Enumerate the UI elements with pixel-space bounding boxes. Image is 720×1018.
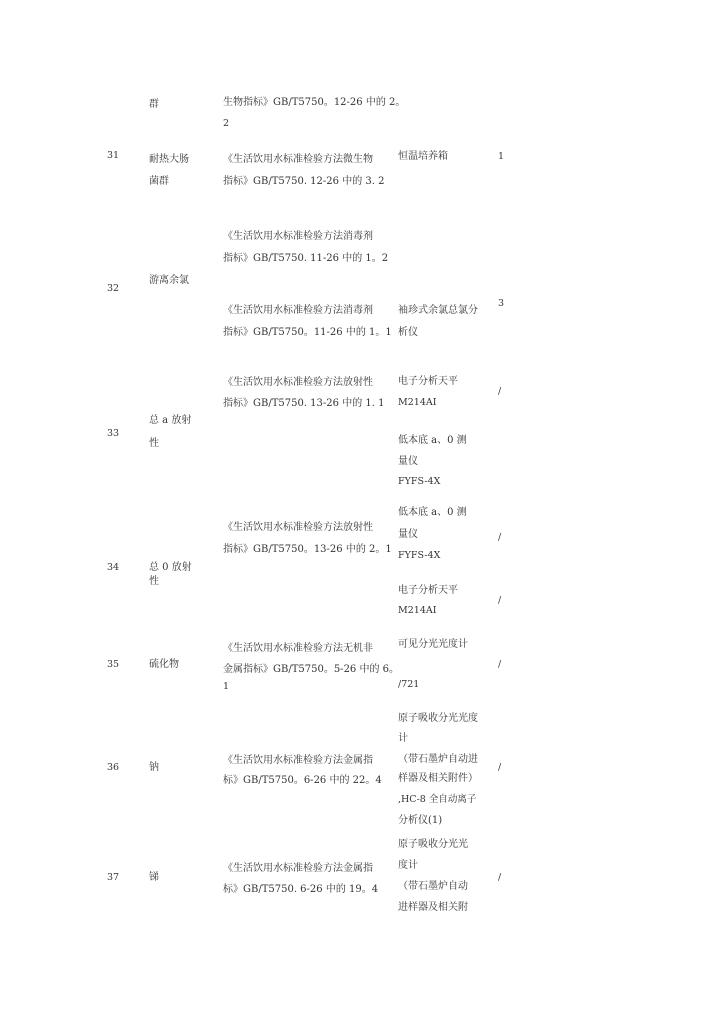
equipment-text: 析仪 bbox=[398, 327, 418, 338]
method-text: 指标》GB/T5750. 11-26 中的 1。2 bbox=[223, 253, 389, 264]
equipment-text: 低本底 a、0 测 bbox=[398, 507, 467, 518]
item-name: 硫化物 bbox=[149, 659, 179, 670]
quantity: / bbox=[498, 532, 502, 543]
row-number: 33 bbox=[107, 428, 120, 439]
quantity: / bbox=[498, 659, 502, 670]
equipment-text: 进样器及相关附 bbox=[398, 902, 468, 913]
method-text: 《生活饮用水标准检验方法微生物 bbox=[223, 154, 373, 165]
method-text: 《生活饮用水标准检验方法无机非 bbox=[223, 643, 373, 654]
method-text: 指标》GB/T5750。13-26 中的 2。1 bbox=[223, 544, 392, 555]
equipment-text: 量仪 bbox=[398, 456, 418, 467]
method-text: 指标》GB/T5750。11-26 中的 1。1 bbox=[223, 327, 392, 338]
equipment-text: 电子分析天平 bbox=[398, 376, 458, 387]
equipment-text: ,HC-8 全自动离子 bbox=[398, 794, 477, 805]
equipment-text: 低本底 a、0 测 bbox=[398, 435, 467, 446]
equipment-text: 分析仪(1) bbox=[398, 815, 443, 826]
method-text: 指标》GB/T5750. 12-26 中的 3. 2 bbox=[223, 176, 385, 187]
item-name: 性 bbox=[149, 438, 159, 449]
row-number: 32 bbox=[107, 283, 120, 294]
row-number: 37 bbox=[107, 872, 120, 883]
item-name: 总 0 放射 bbox=[149, 562, 192, 573]
quantity: / bbox=[498, 872, 502, 883]
equipment-text: 样器及相关附件） bbox=[398, 773, 478, 784]
equipment-text: 可见分光光度计 bbox=[398, 639, 468, 650]
method-text: 指标》GB/T5750. 13-26 中的 1. 1 bbox=[223, 398, 385, 409]
quantity: / bbox=[498, 386, 502, 397]
method-text: 《生活饮用水标准检验方法放射性 bbox=[223, 522, 373, 533]
item-name: 总 a 放射 bbox=[149, 415, 192, 426]
quantity: / bbox=[498, 762, 502, 773]
equipment-text: 计 bbox=[398, 733, 408, 744]
equipment-text: （带石墨炉自动进 bbox=[398, 754, 478, 765]
item-name: 群 bbox=[149, 99, 159, 110]
equipment-text: 原子吸收分光光 bbox=[398, 839, 468, 850]
row-number: 36 bbox=[107, 762, 120, 773]
method-text: 《生活饮用水标准检验方法消毒剂 bbox=[223, 305, 373, 316]
equipment-text: （带石墨炉自动 bbox=[398, 881, 468, 892]
equipment-text: M214AI bbox=[398, 397, 437, 408]
equipment-text: M214AI bbox=[398, 605, 437, 616]
equipment-text: 恒温培养箱 bbox=[398, 151, 448, 162]
equipment-text: FYFS-4X bbox=[398, 550, 441, 561]
method-text: 标》GB/T5750. 6-26 中的 19。4 bbox=[223, 884, 379, 895]
method-text: 《生活饮用水标准检验方法消毒剂 bbox=[223, 231, 373, 242]
equipment-text: 原子吸收分光光度 bbox=[398, 713, 478, 724]
equipment-text: 量仪 bbox=[398, 529, 418, 540]
equipment-text: /721 bbox=[398, 679, 420, 690]
row-number: 35 bbox=[107, 659, 120, 670]
equipment-text: 袖珍式余氯总氯分 bbox=[398, 305, 478, 316]
method-text: 2 bbox=[223, 118, 230, 129]
item-name: 游离余氯 bbox=[149, 275, 189, 286]
row-number: 34 bbox=[107, 562, 120, 573]
method-text: 标》GB/T5750。6-26 中的 22。4 bbox=[223, 775, 382, 786]
method-text: 1 bbox=[223, 681, 230, 692]
item-name: 锑 bbox=[149, 872, 159, 883]
method-text: 生物指标》GB/T5750。12-26 中的 2。 bbox=[223, 97, 406, 108]
item-name: 钠 bbox=[149, 762, 159, 773]
method-text: 《生活饮用水标准检验方法放射性 bbox=[223, 377, 373, 388]
method-text: 《生活饮用水标准检验方法金属指 bbox=[223, 863, 373, 874]
item-name: 性 bbox=[149, 576, 159, 587]
item-name: 菌群 bbox=[149, 176, 169, 187]
quantity: 3 bbox=[498, 298, 505, 309]
method-text: 《生活饮用水标准检验方法金属指 bbox=[223, 755, 373, 766]
quantity: 1 bbox=[498, 151, 505, 162]
equipment-text: 度计 bbox=[398, 860, 418, 871]
method-text: 金属指标》GB/T5750。5-26 中的 6。 bbox=[223, 664, 400, 675]
item-name: 耐热大肠 bbox=[149, 154, 189, 165]
quantity: / bbox=[498, 595, 502, 606]
equipment-text: 电子分析天平 bbox=[398, 585, 458, 596]
equipment-text: FYFS-4X bbox=[398, 476, 441, 487]
row-number: 31 bbox=[107, 150, 120, 161]
